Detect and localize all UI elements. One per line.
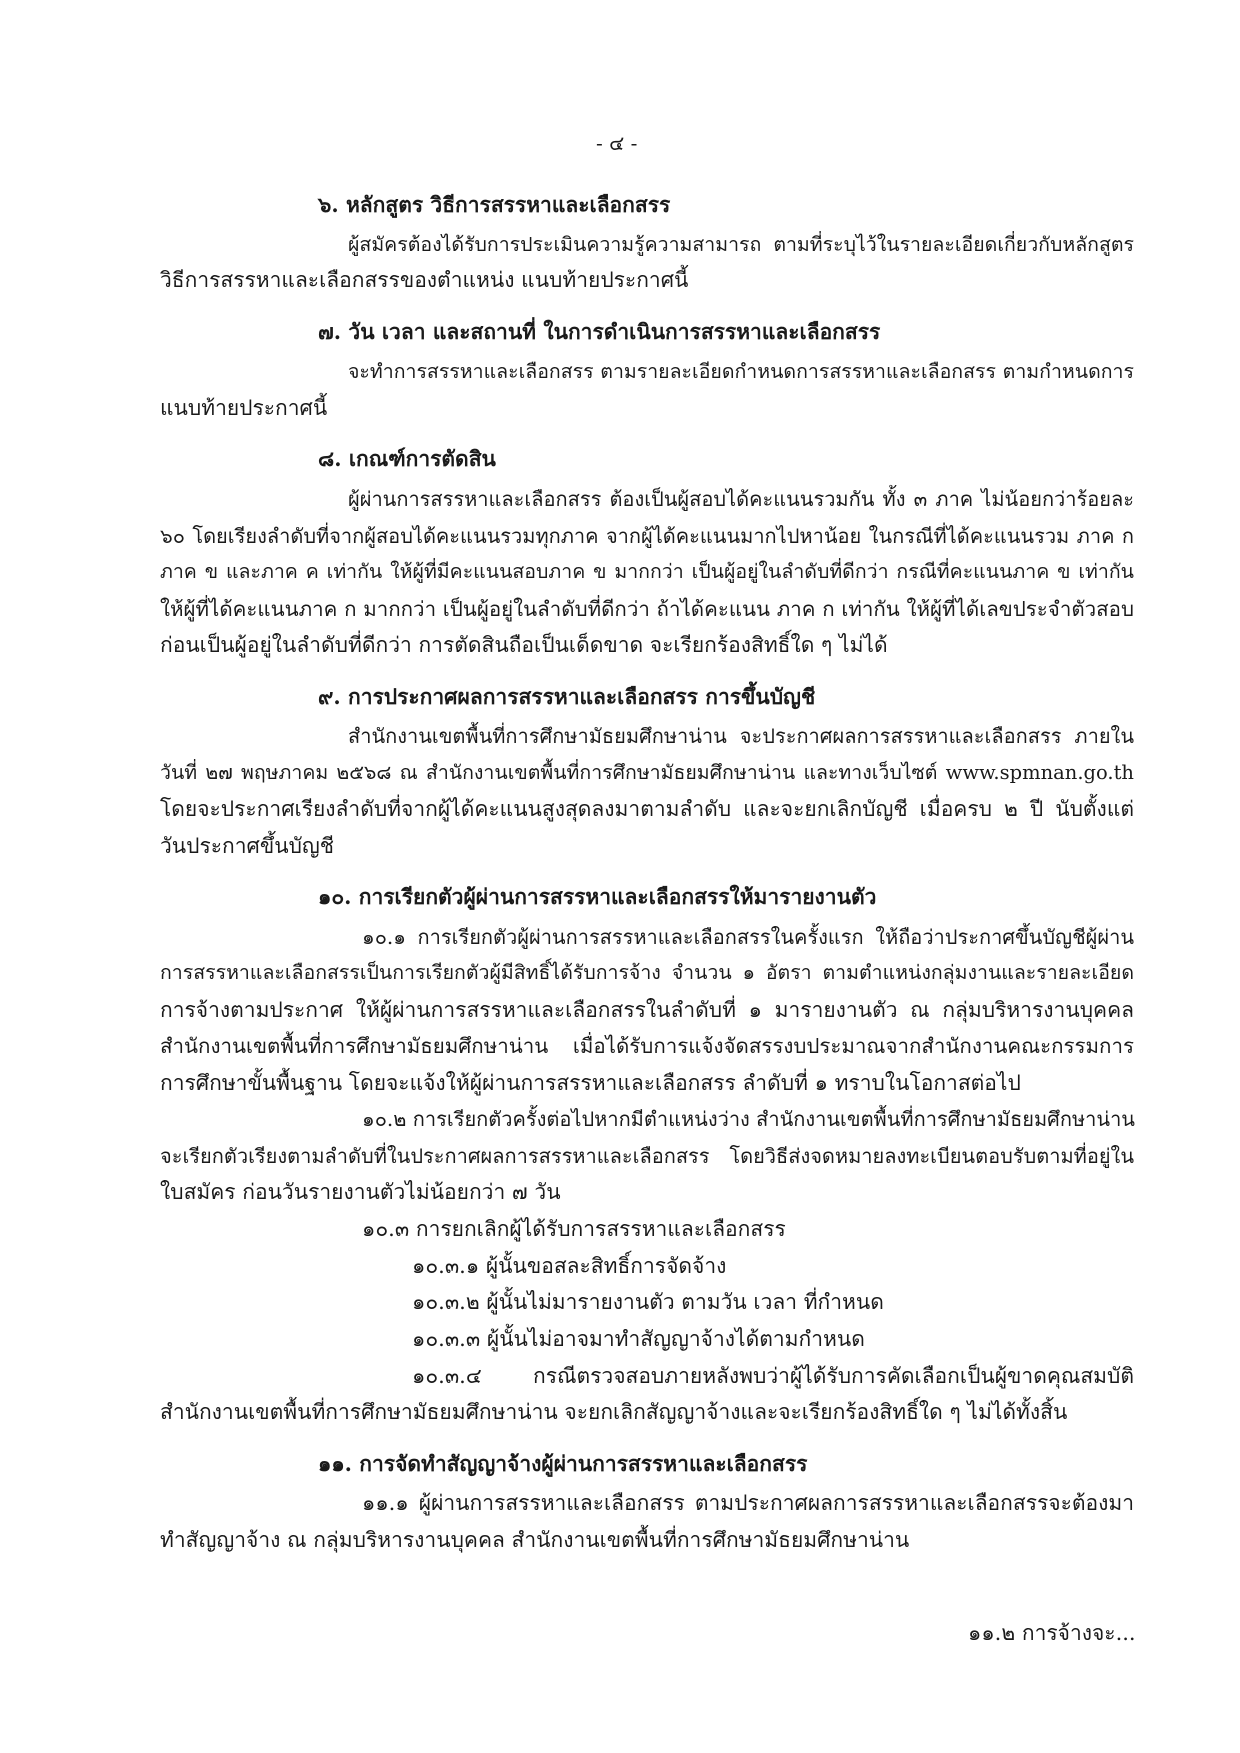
section-10-3-1-text: ๑๐.๓.๑ ผู้นั้นขอสละสิทธิ์การจัดจ้าง [412,1254,727,1278]
section-8-text: ๖๐ โดยเรียงลำดับที่จากผู้สอบได้คะแนนรวมทุกภาค จากผู้ได้คะแนนมากไปหาน้อย ในกรณีที่ได้คะแนนรวม ภาค ก [160,524,1134,548]
section-10-1-text: ๑๐.๑ การเรียกตัวผู้ผ่านการสรรหาและเลือกสรรในครั้งแรก ให้ถือว่าประกาศขึ้นบัญชีผู้ผ่าน [362,925,1134,949]
section-10-2-text: จะเรียกตัวเรียงตามลำดับที่ในประกาศผลการสรรหาและเลือกสรร โดยวิธีส่งจดหมายลงทะเบียนตอบรับตามที่อยู่ใน [160,1144,1134,1168]
section-8-text: ภาค ข และภาค ค เท่ากัน ให้ผู้ที่มีคะแนนสอบภาค ข มากกว่า เป็นผู้อยู่ในลำดับที่ดีกว่า กรณีที่คะแนนภาค ข เท่ากัน [160,560,1134,583]
section-10-3-4-text: ๑๐.๓.๔ กรณีตรวจสอบภายหลังพบว่าผู้ได้รับการคัดเลือกเป็นผู้ขาดคุณสมบัติ [412,1364,1134,1388]
continuation-note: ๑๑.๒ การจ้างจะ... [968,1621,1136,1645]
section-10-1-text: การสรรหาและเลือกสรรเป็นการเรียกตัวผู้มีสิทธิ์ได้รับการจ้าง จำนวน ๑ อัตรา ตามตำแหน่งกลุ่มงานและรายละเอียด [160,961,1134,984]
section-10-heading: ๑๐. การเรียกตัวผู้ผ่านการสรรหาและเลือกสรรให้มารายงานตัว [318,884,877,909]
section-9-text: วันที่ ๒๗ พฤษภาคม ๒๕๖๘ ณ สำนักงานเขตพื้นที่การศึกษามัธยมศึกษาน่าน และทางเว็บไซต์ www.spmnan.go.th [160,761,1134,784]
section-9-text: โดยจะประกาศเรียงลำดับที่จากผู้ได้คะแนนสูงสุดลงมาตามลำดับ และจะยกเลิกบัญชี เมื่อครบ ๒ ปี นับตั้งแต่ [160,797,1134,821]
section-9-text: สำนักงานเขตพื้นที่การศึกษามัธยมศึกษาน่าน จะประกาศผลการสรรหาและเลือกสรร ภายใน [348,724,1134,748]
section-8-text: ให้ผู้ที่ได้คะแนนภาค ก มากกว่า เป็นผู้อยู่ในลำดับที่ดีกว่า ถ้าได้คะแนน ภาค ก เท่ากัน ให้ผู้ที่ได้เลขประจำตัวสอบ [160,597,1134,621]
section-10-3-2-text: ๑๐.๓.๒ ผู้นั้นไม่มารายงานตัว ตามวัน เวลา ที่กำหนด [412,1290,884,1314]
section-11-text: ๑๑.๑ ผู้ผ่านการสรรหาและเลือกสรร ตามประกาศผลการสรรหาและเลือกสรรจะต้องมา [362,1491,1134,1515]
section-7-text: แนบท้ายประกาศนี้ [160,396,328,420]
section-10-3-4-text: สำนักงานเขตพื้นที่การศึกษามัธยมศึกษาน่าน จะยกเลิกสัญญาจ้างและจะเรียกร้องสิทธิ์ใด ๆ ไม่ได้ทั้งสิ้น [160,1400,1068,1424]
section-10-1-text: การจ้างตามประกาศ ให้ผู้ผ่านการสรรหาและเลือกสรรในลำดับที่ ๑ มารายงานตัว ณ กลุ่มบริหารงานบุคคล [160,998,1134,1022]
section-7-text: จะทำการสรรหาและเลือกสรร ตามรายละเอียดกำหนดการสรรหาและเลือกสรร ตามกำหนดการ [348,360,1134,383]
section-8-heading: ๘. เกณฑ์การตัดสิน [318,446,496,471]
page-number: - ๔ - [596,131,638,155]
section-10-1-text: การศึกษาขั้นพื้นฐาน โดยจะแจ้งให้ผู้ผ่านการสรรหาและเลือกสรร ลำดับที่ ๑ ทราบในโอกาสต่อไป [160,1071,1021,1095]
section-11-heading: ๑๑. การจัดทำสัญญาจ้างผู้ผ่านการสรรหาและเลือกสรร [318,1451,808,1476]
section-10-2-text: ๑๐.๒ การเรียกตัวครั้งต่อไปหากมีตำแหน่งว่าง สำนักงานเขตพื้นที่การศึกษามัธยมศึกษาน่าน [362,1107,1135,1131]
section-9-text: วันประกาศขึ้นบัญชี [160,834,335,858]
section-7-heading: ๗. วัน เวลา และสถานที่ ในการดำเนินการสรรหาและเลือกสรร [318,319,881,344]
section-10-3-3-text: ๑๐.๓.๓ ผู้นั้นไม่อาจมาทำสัญญาจ้างได้ตามกำหนด [412,1327,865,1351]
section-10-2-text: ใบสมัคร ก่อนวันรายงานตัวไม่น้อยกว่า ๗ วัน [160,1180,561,1204]
section-6-text: วิธีการสรรหาและเลือกสรรของตำแหน่ง แนบท้ายประกาศนี้ [160,268,689,292]
section-11-text: ทำสัญญาจ้าง ณ กลุ่มบริหารงานบุคคล สำนักงานเขตพื้นที่การศึกษามัธยมศึกษาน่าน [160,1528,910,1552]
section-9-heading: ๙. การประกาศผลการสรรหาและเลือกสรร การขึ้นบัญชี [318,684,816,709]
section-6-text: ผู้สมัครต้องได้รับการประเมินความรู้ความสามารถ ตามที่ระบุไว้ในรายละเอียดเกี่ยวกับหลักสูตร [348,233,1134,256]
section-6-heading: ๖. หลักสูตร วิธีการสรรหาและเลือกสรร [318,192,671,217]
section-8-text: ผู้ผ่านการสรรหาและเลือกสรร ต้องเป็นผู้สอบได้คะแนนรวมกัน ทั้ง ๓ ภาค ไม่น้อยกว่าร้อยละ [348,487,1134,511]
section-10-1-text: สำนักงานเขตพื้นที่การศึกษามัธยมศึกษาน่าน เมื่อได้รับการแจ้งจัดสรรงบประมาณจากสำนักงานคณะกรรมการ [160,1034,1134,1058]
section-10-3-text: ๑๐.๓ การยกเลิกผู้ได้รับการสรรหาและเลือกสรร [362,1217,786,1241]
section-8-text: ก่อนเป็นผู้อยู่ในลำดับที่ดีกว่า การตัดสินถือเป็นเด็ดขาด จะเรียกร้องสิทธิ์ใด ๆ ไม่ได้ [160,633,888,657]
